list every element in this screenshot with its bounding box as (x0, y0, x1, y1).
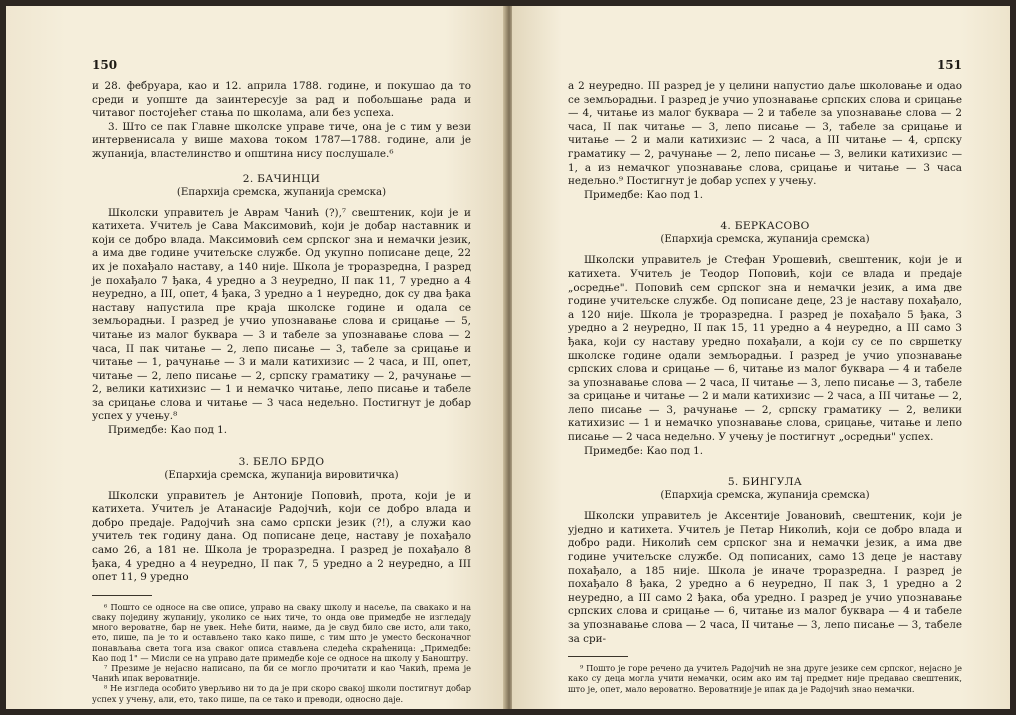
remark-bacinci: Примедбе: Као под 1. (108, 424, 228, 437)
paragraph-continuation: а 2 неуредно. III разред је у целини напустио даље школовање и одао се земљорадњи. I разред је учио упознавање српских слова и срицање — 4, читање из малог буквара — 2 и табеле за упознавање слова — 2 часа, II пак читање — 3, лепо писање — 3, табеле за срицање и читање — 2 и мали катихизис — 2 часа, а III читање — 4, српску граматику — 2, рачунање — 2, лепо писање — 3, велики катихизис — 1, а из немачког упознавање слова, срицање и читање — 3 часа недељно.⁹ Постигнут је добар успех у учењу. (568, 80, 962, 188)
paragraph-intro-2: 3. Што се пак Главне школске управе тиче, она је с тим у вези интервенисала у више махова током 1787—1788. године, али је жупанија, властелинство и општина нису послушале.⁶ (92, 120, 471, 160)
section-subheading-bingula: (Епархија сремска, жупанија сремска) (660, 490, 870, 502)
page-number-right: 151 (936, 58, 962, 72)
paragraph-bacinci: Школски управитељ је Аврам Чанић (?),⁷ свештеник, који је и катихета. Учитељ је Сава Максимовић, који је добар наставник и који се добро влада. Максимовић сем српског зна и немачки језик, а има две године учитељске службе. Од укупно пописане деце, 22 их је похађало наставу, а 140 није. Школа је троразредна, I разред је похађало 7 ђака, 4 уредно а 3 неуредно, II пак 11, 7 уредно а 4 неуредно, а III, опет, 4 ђака, 3 уредно а 1 неуредно, док су два ђака наставу напустила пре краја школске године и одала се земљорадњи. I разред је учио упознавање слова и срицање — 5, читање из малог буквара — 3 и табеле за упознавање слова — 2 часа, II пак читање — 2, лепо писање — 3, табеле за срицање и читање — 1, рачунање — 3 и мали катихизис — 2 часа, и III, опет, читање — 2, лепо писање — 2, српску граматику — 2, рачунање — 2, велики катихизис — 1 и немачко читање, лепо писање и табеле за срицање слова и читање — 3 часа недељно. Постигнут је добар успех у учењу.⁸ (92, 206, 471, 423)
left-page (6, 6, 505, 709)
section-heading-berkasovo: 4. БЕРКАСОВО (720, 220, 810, 233)
right-page (512, 6, 1010, 709)
footnote-9: ⁹ Пошто је горе речено да учитељ Радојчић не зна друге језике сем српског, нејасно је како су деца могла учити немачки, осим ако им тај предмет није предавао свештеник, што је, опет, мало вероватно. Вероватније је ипак да је Радојчић знао немачки. (568, 663, 962, 694)
footnote-divider (92, 595, 152, 596)
section-heading-belo-brdo: 3. БЕЛО БРДО (238, 455, 325, 468)
footnote-7: ⁷ Презиме је нејасно написано, па би се могло прочитати и као Чакић, према је Чанић ипак вероватније. (92, 663, 471, 684)
paragraph-bingula: Школски управитељ је Аксентије Јовановић, свештеник, који је уједно и катихета. Учитељ је Петар Николић, који се добро влада и добро ради. Николић сем српског зна и немачки језик, а има две године учитељске службе. Од пописаних, само 13 деце је наставу похађало, а 185 није. Школа је иначе троразредна. I разред је похађало 8 ђака, 2 уредно а 6 неуредно, II пак 3, 1 уредно а 2 неуредно, а III само 2 ђака, оба уредно. I разред је учио упознавање српских слова и срицање — 6, читање из малог буквара — 4 и табеле за упознавање слова — 2 часа, II читање — 3, лепо писање — 3, табеле за сри- (568, 510, 962, 645)
footnote-8: ⁸ Не изгледа особито уверљиво ни то да је при скоро свакој школи постигнут добар успех у учењу, али, ето, тако пише, па се тако и преводи, односно даје. (92, 683, 471, 704)
section-subheading-belo-brdo: (Епархија сремска, жупанија вировитичка) (164, 469, 399, 481)
paragraph-belo-brdo: Школски управитељ је Антоније Поповић, прота, који је и катихета. Учитељ је Атанасије Радојчић, који се добро влада и добро предаје. Радојчић зна само српски језик (?!), а служи као учитељ тек годину дана. Од пописане деце, наставу је похађало само 26, а 181 не. Школа је троразредна. I разред је похађало 8 ђака, 4 уредно а 4 неуредно, II пак 7, 5 уредно а 2 неуредно, а III опет 11, 9 уредно (92, 489, 471, 584)
section-subheading-bacinci: (Епархија сремска, жупанија сремска) (176, 186, 387, 198)
page-number-left: 150 (92, 58, 118, 72)
section-heading-bacinci: 2. БАЧИНЦИ (242, 172, 321, 185)
section-heading-bingula: 5. БИНГУЛА (727, 476, 803, 489)
section-subheading-berkasovo: (Епархија сремска, жупанија сремска) (660, 234, 870, 246)
paragraph-berkasovo: Школски управитељ је Стефан Урошевић, свештеник, који је и катихета. Учитељ је Теодор Поповић, који се влада и предаје „осредње". Поповић сем српског зна и немачки језик, а има две године учитељске службе. Од пописане деце, 23 је наставу похађало, а 120 није. Школа је троразредна. I разред је похађало 5 ђака, 3 уредно а 2 неуредно, II пак 15, 11 уредно а 4 неуредно, а III само 3 ђака, који су наставу уредно похађали, а који су се по свршетку школске године одали земљорадњи. I разред је учио упознавање српских слова и срицање — 6, читање из малог буквара — 4 и табеле за упознавање слова — 2 часа, II читање — 3, лепо писање — 3, табеле за срицање и читање — 2 и мали катихизис — 2 часа, а III читање — 2, лепо писање — 3, рачунање — 2, српску граматику — 2, велики катихизис — 1 и немачко упознавање слова, срицање, читање и лепо писање — 2 часа недељно. У учењу је постигнут „осредњи" успех. (568, 254, 962, 444)
footnote-divider-right (568, 656, 628, 657)
remark-continuation: Примедбе: Као под 1. (584, 188, 704, 201)
paragraph-intro-1: и 28. фебруара, као и 12. априла 1788. године, и покушао да то среди и уопште да заинтересује за рад и побољшање рада и читавог постојећег стања по школама, али без успеха. (92, 80, 471, 120)
footnote-6: ⁶ Пошто се односе на све описе, управо на сваку школу и насеље, па свакако и на сваку поједину жупанију, уколико се њих тиче, то онда ове примедбе не изгледају много вероватне, бар не увек. Неће бити, наиме, да је свуд било све исто, али тако, ето, пише, па је то и остављено тако како пише, с тим што је уместо бесконачног понављања света тога иза сваког описа стављена следећа скраћеница: „Примедбе: Као под 1" — Мисли се на управо дате примедбе које се односе на школу у Баноштру. (92, 601, 471, 663)
remark-berkasovo: Примедбе: Као под 1. (584, 444, 704, 457)
